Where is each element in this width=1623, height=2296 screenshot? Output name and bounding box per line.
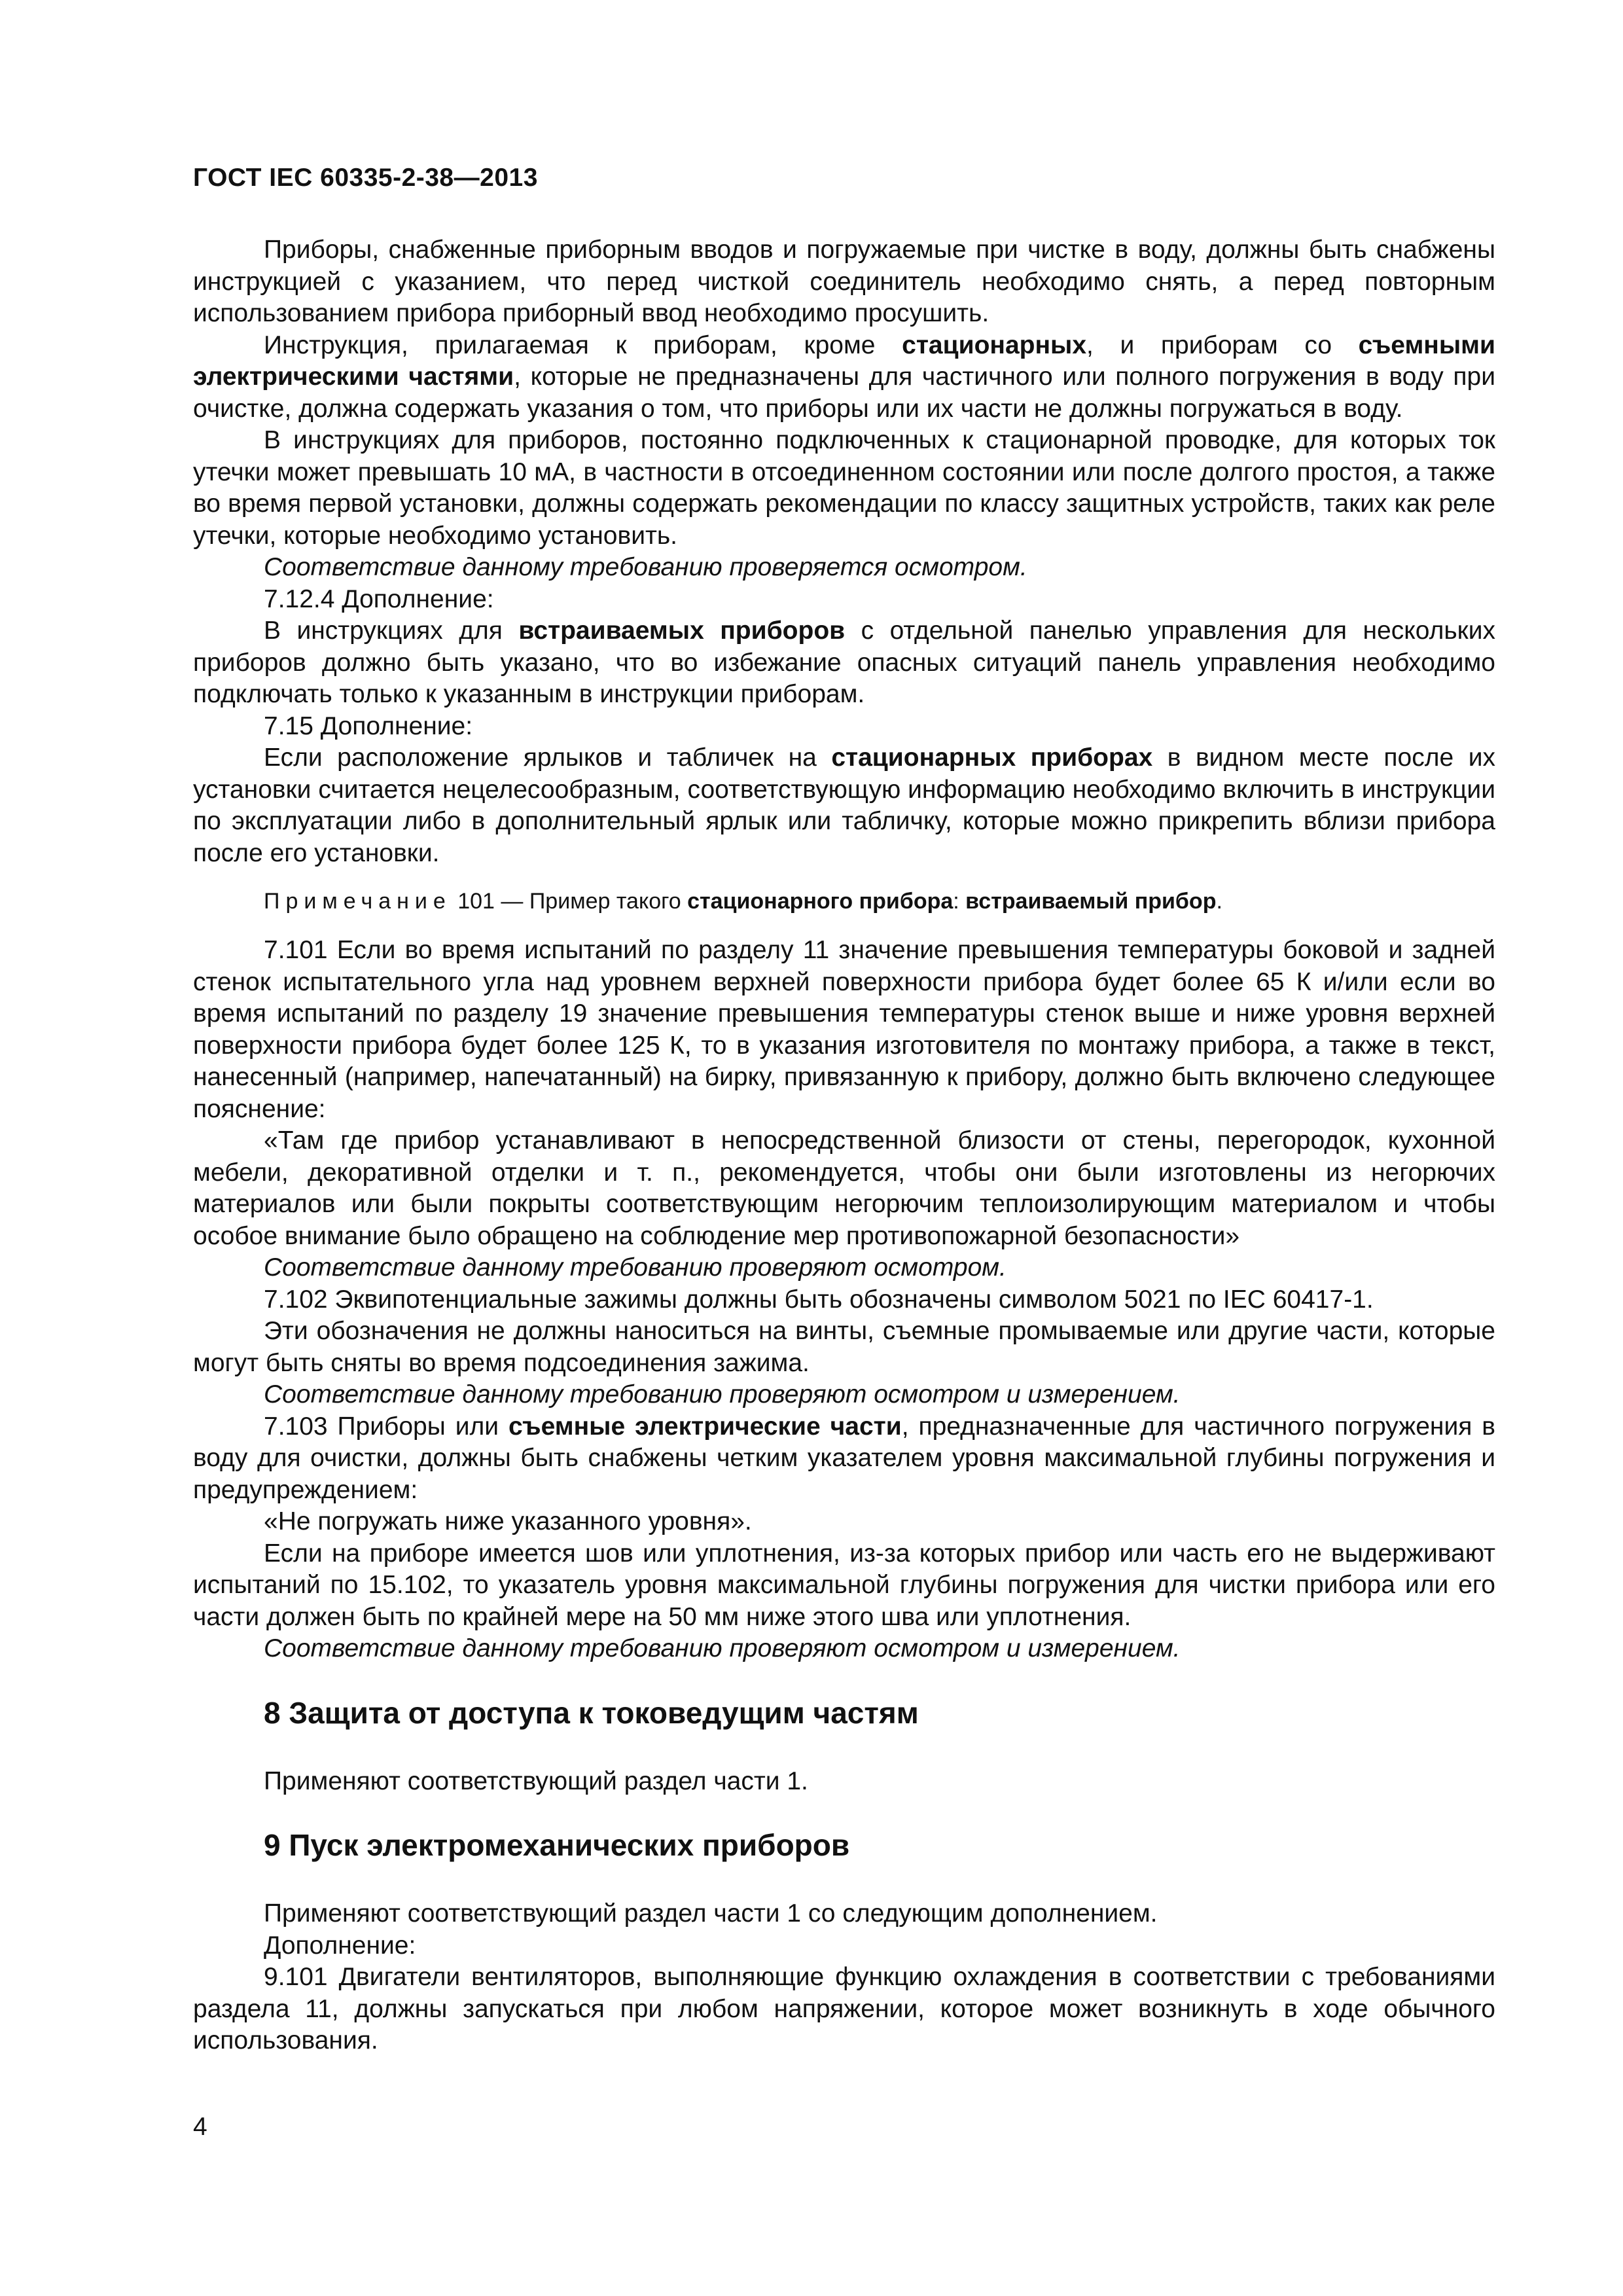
compliance-check: Соответствие данному требованию проверяют осмотром. [264,1253,1007,1282]
term-bold: стационарных [902,331,1087,359]
quoted-text: «Не погружать ниже указанного уровня». [264,1507,752,1535]
paragraph: Если на приборе имеется шов или уплотнения, из-за которых прибор или часть его не выдерживают испытаний по 15.102, то указатель уровня максимальной глубины погружения для чистки прибора или его части должен быть по крайней мере на 50 мм ниже этого шва или уплотнения. [193,1539,1495,1631]
paragraph: Приборы, снабженные приборным вводов и погружаемые при чистке в воду, должны быть снабжены инструкцией с указанием, что перед чисткой соединитель необходимо снять, а перед повторным использованием прибора приборный ввод необходимо просушить. [193,236,1495,327]
paragraph: Эти обозначения не должны наноситься на винты, съемные промываемые или другие части, которые могут быть сняты во время подсоединения зажима. [193,1317,1495,1377]
note: Примечание 101 — Пример такого стационарного прибора: встраиваемый прибор. [264,889,1222,914]
page-number: 4 [193,2113,207,2141]
quoted-text: «Там где прибор устанавливают в непосредственной близости от стены, перегородок, кухонной мебели, декоративной отделки и т. п., рекомендуется, чтобы они были изготовлены из негорючих материалов или были покрыты соответствующим негорючим теплоизолирующим материалом и чтобы особое внимание было обращено на соблюдение мер противопожарной безопасности» [193,1126,1495,1250]
paragraph: Применяют соответствующий раздел части 1 со следующим дополнением. [264,1899,1158,1928]
term-bold: стационарных приборах [831,744,1153,772]
paragraph: Инструкция, прилагаемая к приборам, кроме стационарных, и приборам со съемными электрическими частями, которые не предназначены для частичного или полного погружения в воду при очистке, должна содержать указания о том, что приборы или их части не должны погружаться в воду. [193,331,1496,423]
term-bold: встраиваемых приборов [518,617,846,645]
term-bold: съемные электрические части [508,1412,902,1441]
paragraph: 7.102 Эквипотенциальные зажимы должны быть обозначены символом 5021 по IEC 60417-1. [264,1285,1374,1314]
paragraph: 9.101 Двигатели вентиляторов, выполняющие функцию охлаждения в соответствии с требованиями раздела 11, должны запускаться при любом напряжении, которое может возникнуть в ходе обычного использования. [193,1963,1495,2054]
paragraph: 7.101 Если во время испытаний по разделу 11 значение превышения температуры боковой и задней стенок испытательного угла над уровнем верхней поверхности прибора будет более 65 К и/или если во время испытаний по разделу 19 значение превышения температуры стенок выше и ниже уровня верхней поверхности прибора будет более 125 К, то в указания изготовителя по монтажу прибора, а также в текст, нанесенный (например, напечатанный) на бирку, привязанную к прибору, должно быть включено следующее пояснение: [193,936,1495,1123]
paragraph: В инструкциях для встраиваемых приборов с отдельной панелью управления для нескольких приборов должно быть указано, что во избежание опасных ситуаций панель управления необходимо подключать только к указанным в инструкции приборам. [193,617,1496,708]
term-bold: съемными электрическими частями [193,331,1495,391]
paragraph: Применяют соответствующий раздел части 1. [264,1767,808,1795]
section-heading-9: 9 Пуск электромеханических приборов [264,1828,850,1862]
compliance-check: Соответствие данному требованию проверяют осмотром и измерением. [264,1380,1181,1408]
note-label: Примечание [264,889,452,914]
paragraph: 7.103 Приборы или съемные электрические части, предназначенные для частичного погружения в воду для очистки, должны быть снабжены четким указателем уровня максимальной глубины погружения и предупреждением: [193,1412,1495,1504]
compliance-check: Соответствие данному требованию проверяют осмотром и измерением. [264,1634,1181,1662]
paragraph: Если расположение ярлыков и табличек на стационарных приборах в видном месте после их установки считается нецелесообразным, соответствующую информацию необходимо включить в инструкции по эксплуатации либо в дополнительный ярлык или табличку, которые можно прикрепить вблизи прибора после его установки. [193,744,1495,867]
compliance-check: Соответствие данному требованию проверяется осмотром. [264,553,1027,581]
clause-heading: Дополнение: [264,1931,416,1960]
section-heading-8: 8 Защита от доступа к токоведущим частям [264,1695,919,1730]
clause-heading: 7.15 Дополнение: [264,711,473,740]
clause-heading: 7.12.4 Дополнение: [264,584,494,613]
document-body [193,234,1495,2057]
paragraph: В инструкциях для приборов, постоянно подключенных к стационарной проводке, для которых ток утечки может превышать 10 мА, в частности в отсоединенном состоянии или после долгого простоя, а также во время первой установки, должны содержать рекомендации по классу защитных устройств, таких как реле утечки, которые необходимо установить. [193,426,1495,550]
document-header: ГОСТ IEC 60335-2-38—2013 [193,164,538,192]
